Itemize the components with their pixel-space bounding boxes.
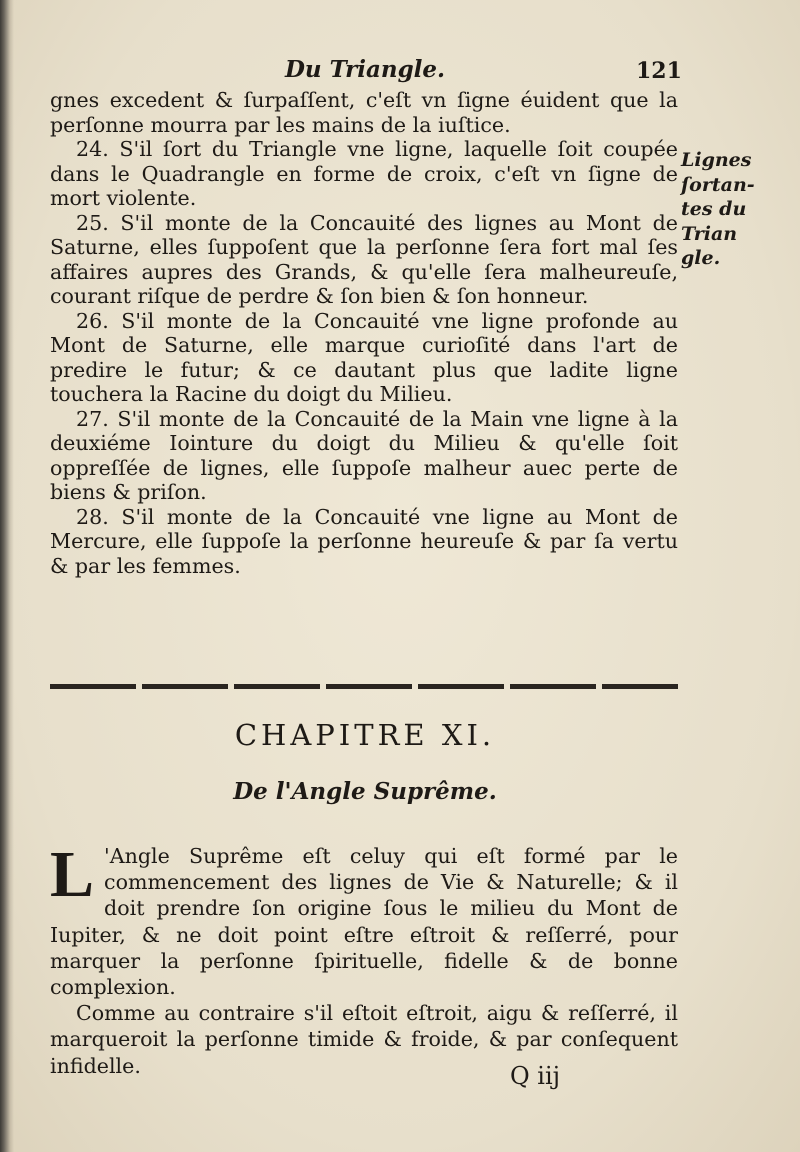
binding-edge-shadow	[0, 0, 14, 1152]
signature-mark: Q iij	[510, 1062, 561, 1090]
paragraph-text: 'Angle Suprême eſt celuy qui eſt formé par le commencement des lignes de Vie & Naturelle; & il doit prendre ſon origine ſous le milieu du Mont de Iupiter, & ne doit point eſtre eſtroit & reſſerré, pour marquer la perſonne ſpirituelle, fidelle & de bonne complexion.	[50, 844, 678, 1000]
chapter-body	[50, 838, 678, 1079]
main-text-section	[50, 88, 678, 578]
paragraph: 27. S'il monte de la Concauité de la Main vne ligne à la deuxiéme Iointure du doigt du Milieu & qu'elle ſoit oppreſſée de lignes, elle ſuppoſe malheur auec perte de biens & priſon.	[50, 406, 678, 504]
margin-note	[681, 148, 773, 271]
paragraph	[50, 838, 678, 1000]
paragraph: 26. S'il monte de la Concauité vne ligne profonde au Mont de Saturne, elle marque curioſité dans l'art de predire le futur; & ce dautant plus que ladite ligne touchera la Racine du doigt du Milieu.	[50, 308, 678, 406]
paragraph: 24. S'il ſort du Triangle vne ligne, laquelle ſoit coupée dans le Quadrangle en forme de croix, c'eſt vn ſigne de mort violente.	[50, 137, 678, 210]
margin-note-line: Lignes	[681, 149, 752, 171]
paragraph: 28. S'il monte de la Concauité vne ligne au Mont de Mercure, elle ſuppoſe la perſonne heureuſe & par ſa vertu & par les femmes.	[50, 504, 678, 578]
drop-cap: L	[50, 838, 95, 911]
paragraph: 25. S'il monte de la Concauité des lignes au Mont de Saturne, elles ſuppoſent que la perſonne ſera fort mal ſes affaires aupres des Grands, & qu'elle ſera malheureuſe, courant riſque de perdre & ſon bien & ſon honneur.	[50, 210, 678, 308]
page-number: 121	[636, 58, 682, 84]
running-title: Du Triangle.	[284, 56, 446, 83]
margin-note-line: Trian	[681, 222, 738, 245]
margin-note-line: tes du	[681, 198, 747, 220]
section-divider-rule	[50, 684, 678, 689]
margin-note-line: ſortan-	[681, 173, 755, 196]
running-head	[0, 56, 800, 86]
margin-note-line: gle.	[681, 247, 721, 269]
paragraph: Comme au contraire s'il eſtoit eſtroit, aigu & reſſerré, il marqueroit la perſonne timide & froide, & par conſequent infidelle.	[50, 1001, 678, 1078]
paragraph: gnes excedent & ſurpaſſent, c'eſt vn ſigne éuident que la perſonne mourra par les mains de la iuſtice.	[50, 88, 678, 137]
chapter-subtitle: De l'Angle Suprême.	[233, 778, 497, 805]
chapter-title: CHAPITRE XI.	[234, 718, 496, 752]
